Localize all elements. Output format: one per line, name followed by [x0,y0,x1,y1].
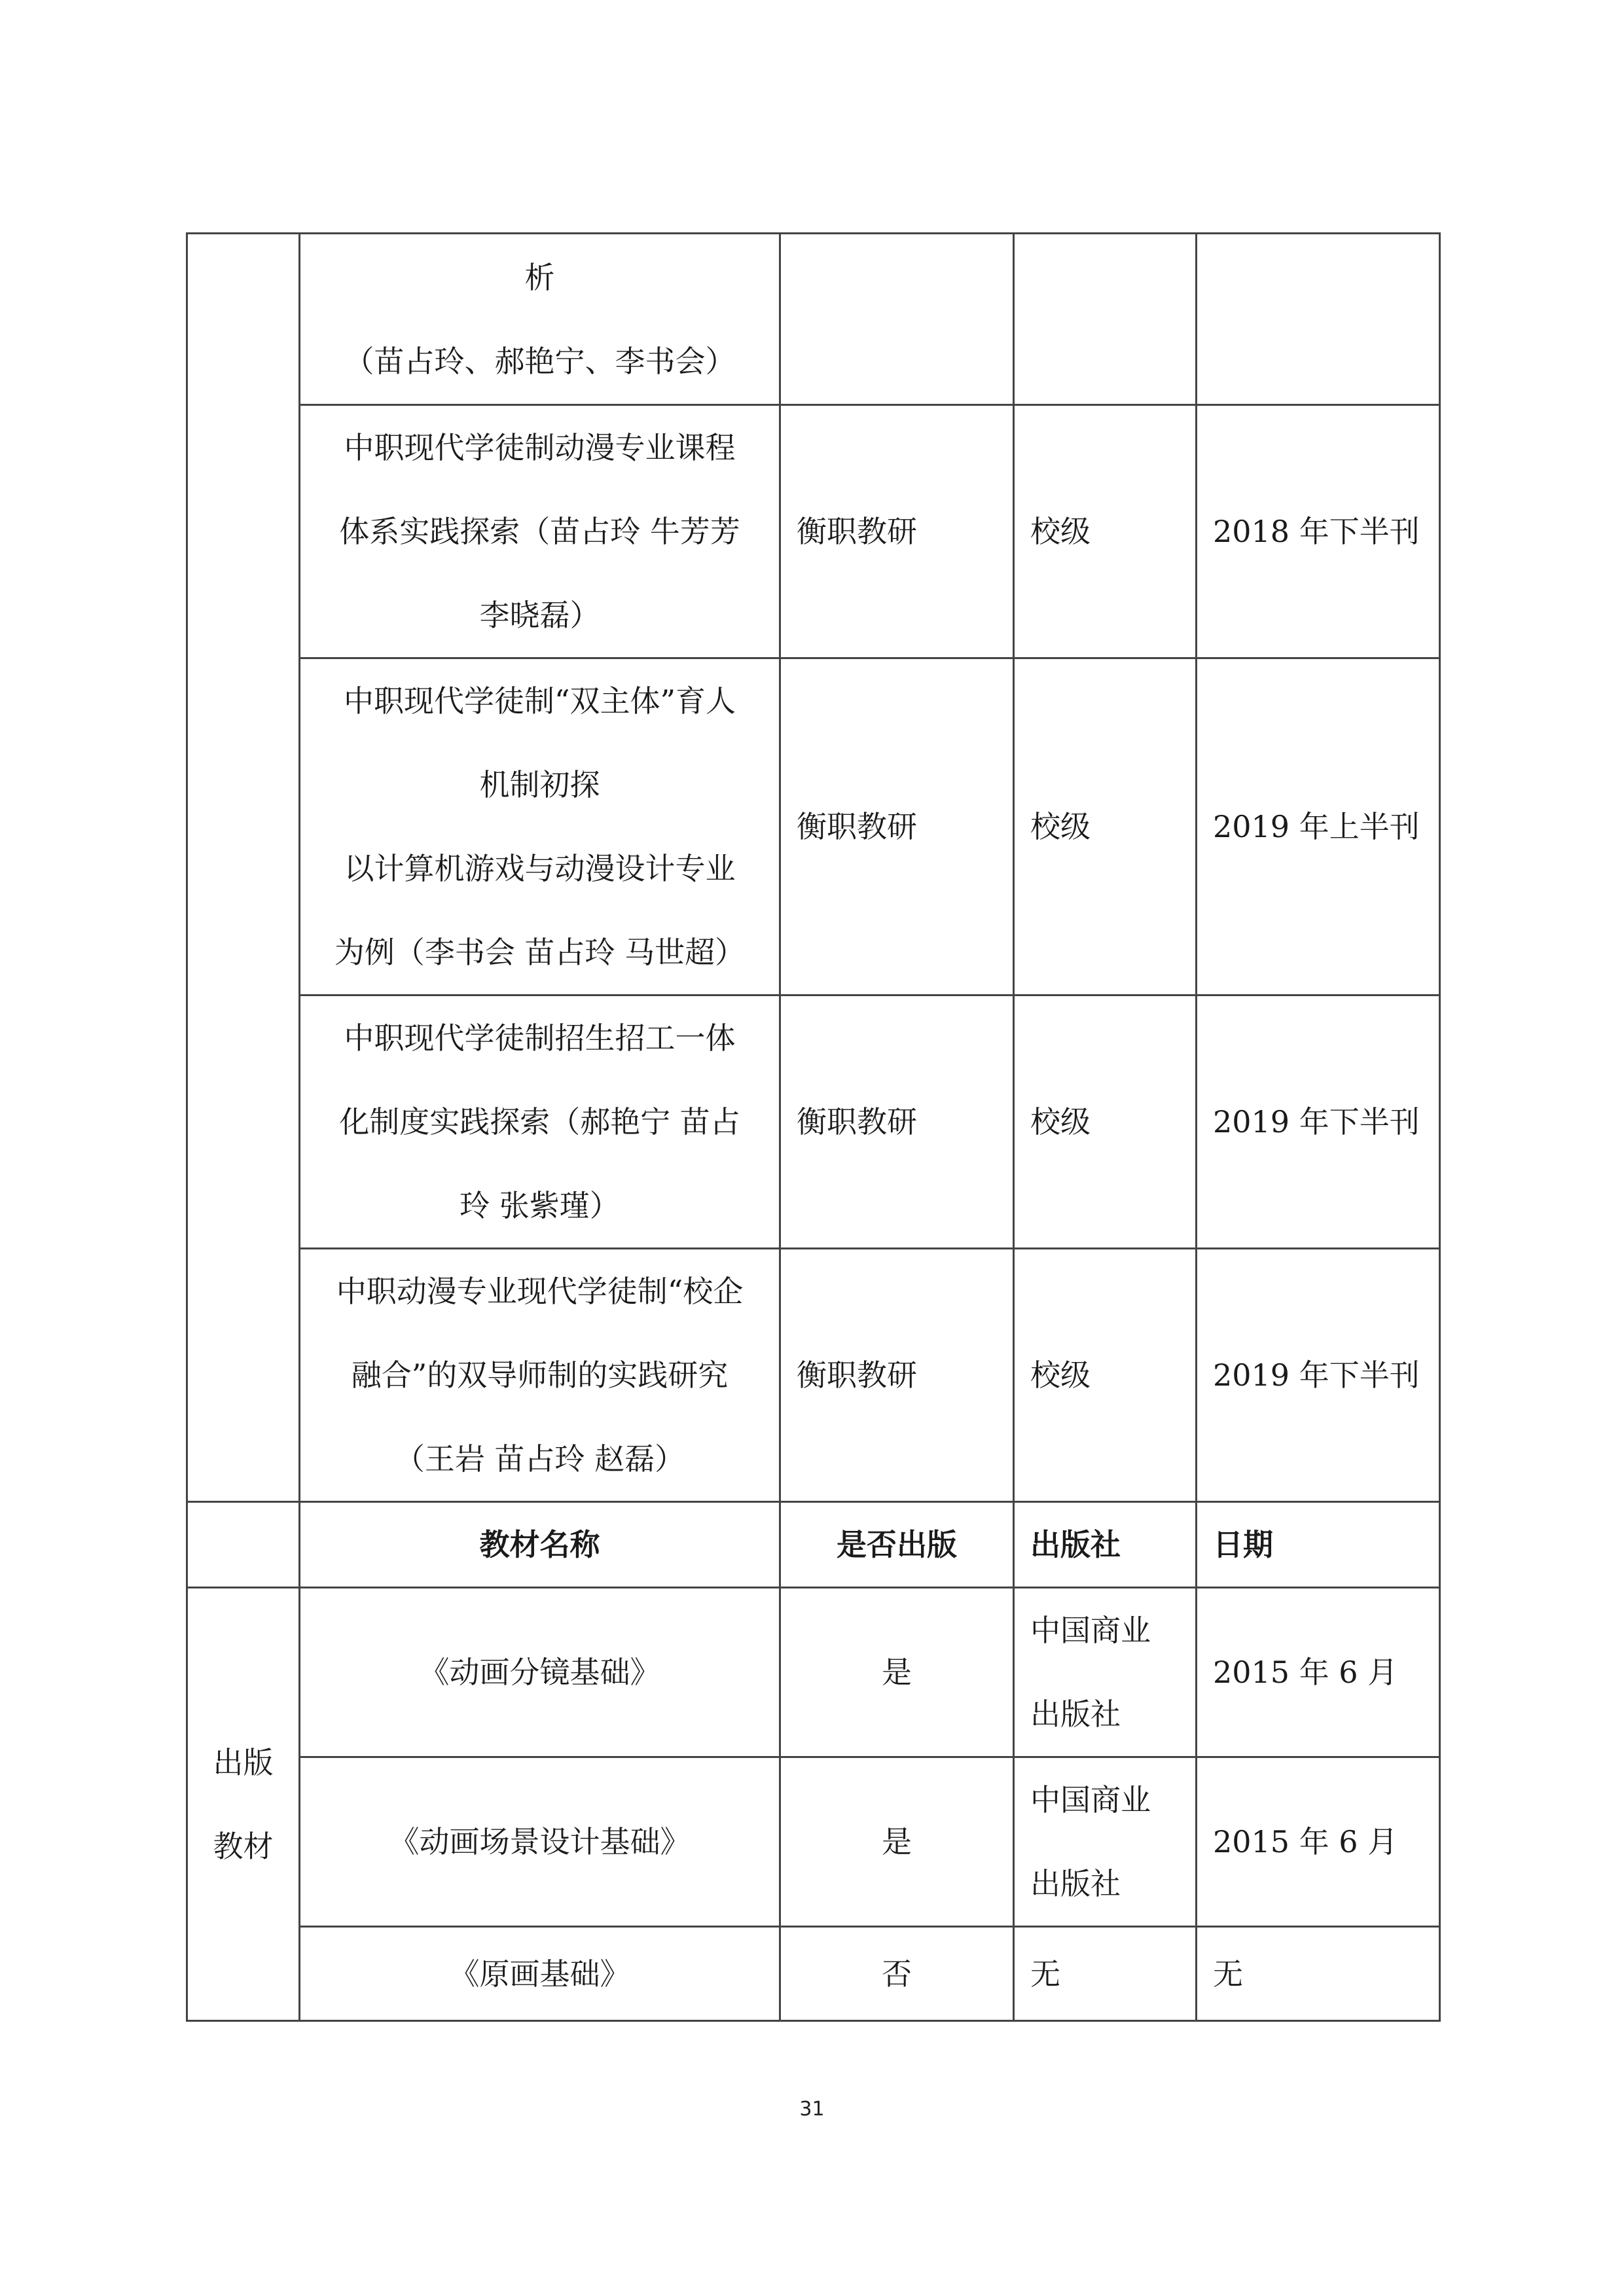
paper-level-cell: 校级 [1014,1249,1197,1502]
page-number: 31 [799,2098,825,2121]
publisher-line: 中国商业 [1030,1782,1151,1818]
textbook-publisher-cell: 无 [1014,1927,1197,2021]
publisher-line: 出版社 [1030,1866,1121,1901]
textbook-date-cell: 2015 年 6 月 [1197,1588,1440,1757]
paper-journal-cell: 衡职教研 [780,1249,1014,1502]
textbook-publisher-cell [1014,1588,1197,1757]
paper-title-cell [300,996,780,1249]
textbook-row [187,1588,1440,1757]
header-published: 是否出版 [780,1502,1014,1588]
paper-date-cell [1197,234,1440,405]
textbook-name-cell: 《动画分镜基础》 [300,1588,780,1757]
paper-title-line: 为例（李书会 苗占玲 马世超） [334,935,746,970]
textbook-publisher-cell [1014,1757,1197,1927]
publisher-line: 中国商业 [1030,1613,1151,1648]
publisher-line: 出版社 [1030,1696,1121,1732]
paper-title-cell [300,658,780,996]
textbook-published-cell: 否 [780,1927,1014,2021]
textbook-name-cell: 《原画基础》 [300,1927,780,2021]
category-line: 教材 [213,1828,274,1864]
paper-title-line: 体系实践探索（苗占玲 牛芳芳 [339,514,740,549]
paper-level-cell: 校级 [1014,996,1197,1249]
paper-title-line: 中职动漫专业现代学徒制“校企 [336,1274,744,1309]
paper-title-line: 玲 张紫瑾） [460,1188,620,1223]
paper-date-cell: 2019 年上半刊 [1197,658,1440,996]
header-date: 日期 [1197,1502,1440,1588]
paper-title-line: （王岩 苗占玲 赵磊） [394,1441,685,1477]
papers-category-cell [187,234,300,1502]
paper-title-line: 机制初探 [479,767,600,802]
achievements-table [186,232,1441,2022]
paper-journal-cell: 衡职教研 [780,405,1014,658]
paper-journal-cell: 衡职教研 [780,658,1014,996]
paper-title-line: 中职现代学徒制“双主体”育人 [343,683,736,719]
textbook-category-cell [187,1588,300,2021]
paper-date-cell: 2019 年下半刊 [1197,1249,1440,1502]
paper-level-cell: 校级 [1014,658,1197,996]
textbook-date-cell: 无 [1197,1927,1440,2021]
paper-title-line: 李晓磊） [479,598,600,633]
paper-row [187,405,1440,658]
paper-level-cell [1014,234,1197,405]
paper-level-cell: 校级 [1014,405,1197,658]
paper-title-line: 融合”的双导师制的实践研究 [351,1357,729,1393]
textbook-date-cell: 2015 年 6 月 [1197,1757,1440,1927]
textbook-name-cell: 《动画场景设计基础》 [300,1757,780,1927]
paper-title-line: 以计算机游戏与动漫设计专业 [344,851,736,886]
paper-title-line: 中职现代学徒制动漫专业课程 [344,430,736,465]
paper-row [187,996,1440,1249]
textbook-row [187,1927,1440,2021]
paper-title-cell [300,234,780,405]
paper-journal-cell [780,234,1014,405]
paper-date-cell: 2019 年下半刊 [1197,996,1440,1249]
paper-date-cell: 2018 年下半刊 [1197,405,1440,658]
paper-title-line: 析 [524,259,555,295]
textbook-header-row [187,1502,1440,1588]
header-textbook-name: 教材名称 [300,1502,780,1588]
textbook-row [187,1757,1440,1927]
paper-title-cell [300,1249,780,1502]
textbook-published-cell: 是 [780,1757,1014,1927]
textbook-published-cell: 是 [780,1588,1014,1757]
paper-title-cell [300,405,780,658]
header-publisher: 出版社 [1014,1502,1197,1588]
category-line: 出版 [213,1744,274,1780]
paper-title-line: （苗占玲、郝艳宁、李书会） [344,343,736,379]
paper-title-line: 中职现代学徒制招生招工一体 [344,1020,736,1056]
paper-title-line: 化制度实践探索（郝艳宁 苗占 [339,1104,740,1139]
paper-row [187,234,1440,405]
paper-row [187,658,1440,996]
paper-journal-cell: 衡职教研 [780,996,1014,1249]
paper-row [187,1249,1440,1502]
header-empty-cell [187,1502,300,1588]
